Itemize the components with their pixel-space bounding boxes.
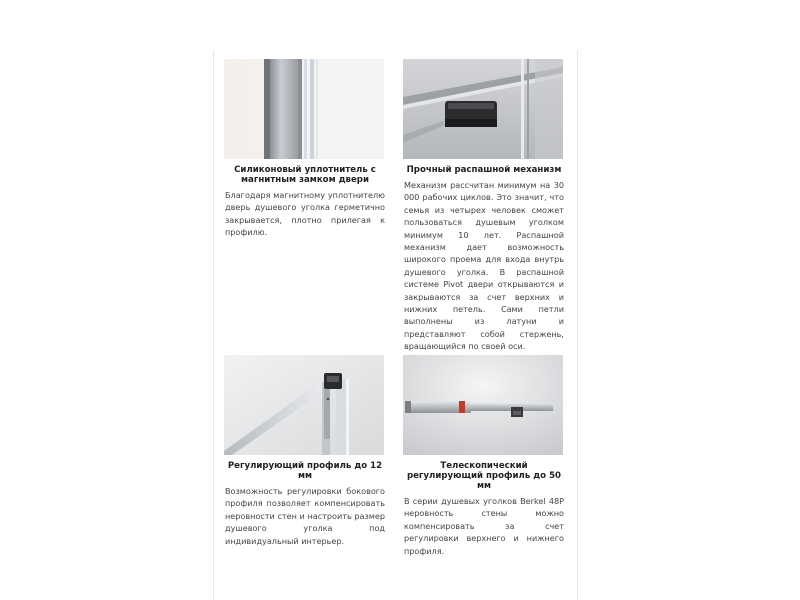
magnetic-seal-photo — [224, 59, 384, 159]
feature-description: Благодаря магнитному уплотнителю дверь душевого уголка герметично закрывается, плотно прилегая к профилю. — [225, 190, 385, 238]
feature-sheet — [213, 50, 578, 600]
feature-title: Регулирующий профиль до 12 мм — [227, 461, 383, 481]
feature-title: Силиконовый уплотнитель с магнитным замком двери — [234, 165, 376, 185]
feature-description: Механизм рассчитан минимум на 30 000 рабочих циклов. Это значит, что семья из четырех человек сможет пользоваться душевым уголком минимум 10 лет. Распашной механизм дает возможность широкого проема для входа внутрь душевого уголка. В распашной системе Pivot двери открываются и закрываются за счет верхних и нижних петель. Сами петли выполнены из латуни и представляют собой стержень, вращающийся по своей оси. — [404, 180, 564, 352]
feature-card-hinge-mechanism — [403, 59, 565, 353]
feature-card-adjustable-profile — [224, 355, 386, 547]
feature-title: Телескопический регулирующий профиль до 50 мм — [406, 461, 562, 491]
feature-card-magnetic-seal — [224, 59, 386, 239]
feature-description: В серии душевых уголков Berkel 48P неровность стены можно компенсировать за счет регулировки верхнего и нижнего профиля. — [404, 496, 564, 556]
feature-card-telescopic-profile — [403, 355, 565, 557]
telescopic-profile-photo — [403, 355, 563, 455]
feature-title: Прочный распашной механизм — [406, 165, 562, 175]
feature-description: Возможность регулировки бокового профиля позволяет компенсировать неровности стен и настроить размер душевого уголка под индивидуальный интерьер. — [225, 486, 385, 546]
hinge-mechanism-photo — [403, 59, 563, 159]
adjustable-profile-photo — [224, 355, 384, 455]
